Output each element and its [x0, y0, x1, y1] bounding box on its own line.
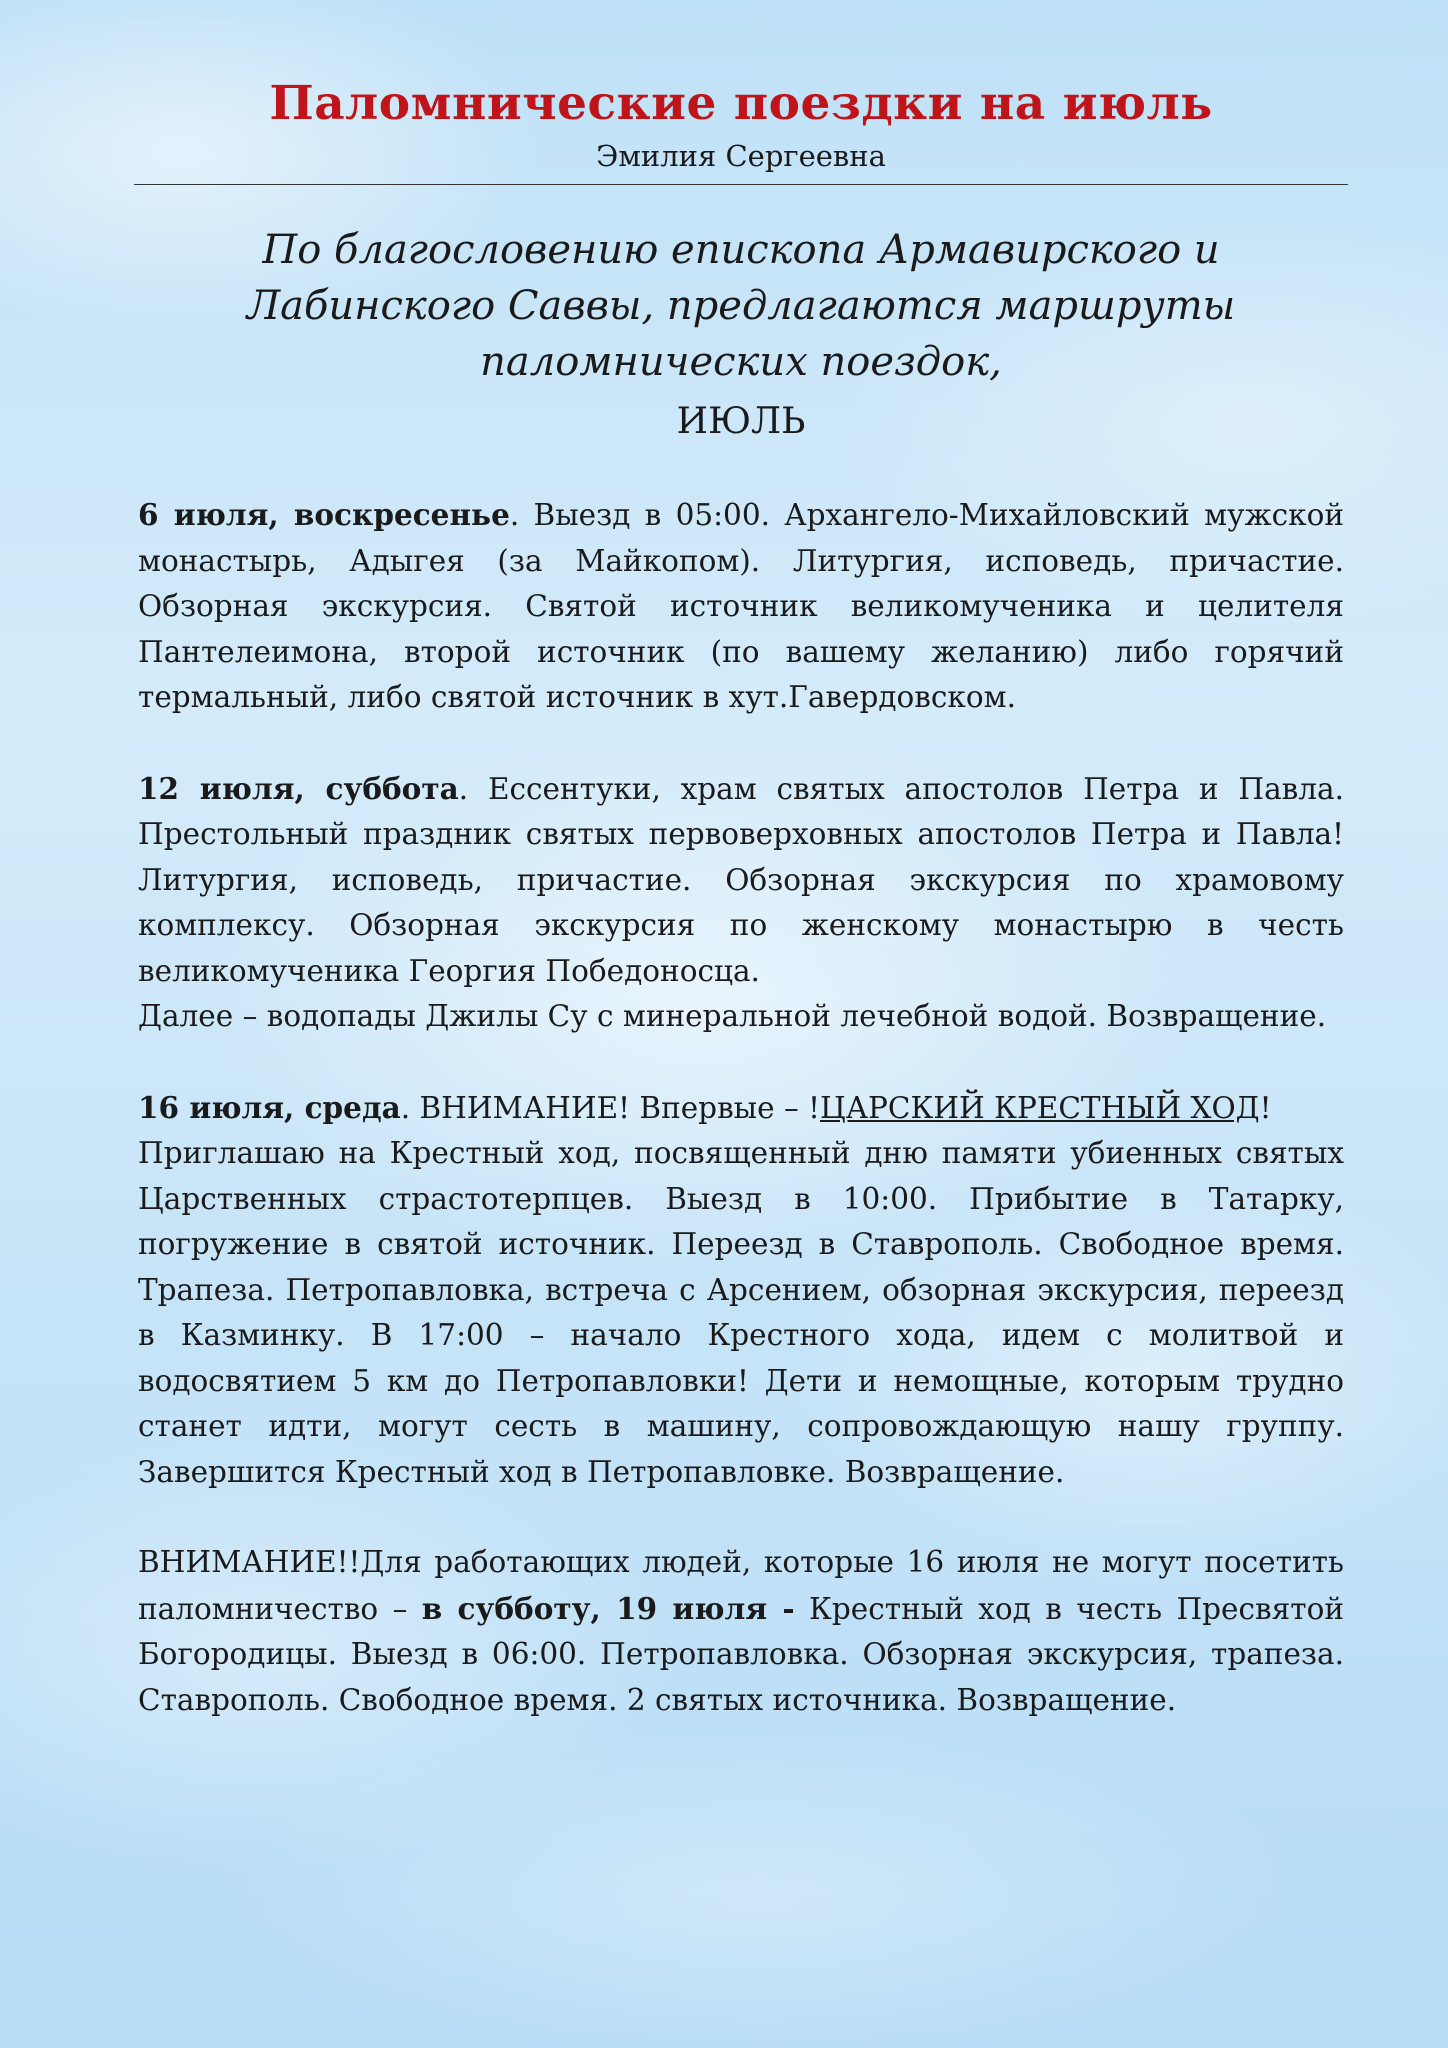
intro-text: По благословению епископа Армавирского и Лабинского Саввы, предлагаются маршруты паломнических поездок, — [246, 227, 1236, 385]
trip-highlight-end: ! — [1259, 1090, 1272, 1125]
trip-description: Приглашаю на Крестный ход, посвященный дню памяти убиенных святых Царственных страстотерпцев. Выезд в 10:00. Прибытие в Татарку, погружение в святой источник. Переезд в Ставрополь. Свободное время. Трапеза. Петропавловка, встреча с Арсением, обзорная экскурсия, переезд в Казминку. В 17:00 – начало Крестного хода, идем с молитвой и водосвятием 5 км до Петропавловки! Дети и немощные, которым трудно станет идти, могут сесть в машину, сопровождающую нашу группу. Завершится Крестный ход в Петропавловке. Возвращение. — [138, 1136, 1344, 1489]
notice-item — [138, 1540, 1344, 1723]
trip-item — [138, 492, 1344, 721]
document-title: Паломнические поездки на июль — [269, 76, 1213, 131]
trip-description: . Ессентуки, храм святых апостолов Петра и Павла. Престольный праздник святых первоверховных апостолов Петра и Павла! Литургия, исповедь, причастие. Обзорная экскурсия по храмовому комплексу. Обзорная экскурсия по женскому монастырю в честь великомученика Георгия Победоносца. — [138, 771, 1344, 988]
trip-date: 12 июля, суббота — [138, 770, 459, 806]
notice-date: в субботу, 19 июля - — [421, 1590, 795, 1626]
trip-description: . Выезд в 05:00. Архангело-Михайловский мужской монастырь, Адыгея (за Майкопом). Литургия, исповедь, причастие. Обзорная экскурсия. Святой источник великомученика и целителя Пантелеимона, второй источник (по вашему желанию) либо горячий термальный, либо святой источник в хут.Гавердовском. — [138, 498, 1345, 714]
notice-description: Крестный ход в честь Пресвятой Богородицы. Выезд в 06:00. Петропавловка. Обзорная экскурсия, трапеза. Ставрополь. Свободное время. 2 святых источника. Возвращение. — [138, 1591, 1345, 1717]
month-heading: ИЮЛЬ — [676, 401, 806, 442]
trip-date: 16 июля, среда — [138, 1089, 401, 1125]
trip-item — [138, 1085, 1344, 1132]
trip-highlight: ЦАРСКИЙ КРЕСТНЫЙ ХОД — [819, 1090, 1260, 1125]
header-divider — [134, 184, 1348, 185]
notice-lead: ВНИМАНИЕ!!Для работающих людей, которые 16 июля не могут посетить паломничество – — [138, 1545, 1344, 1626]
trip-date: 6 июля, воскресенье — [138, 497, 510, 532]
trip-item — [138, 766, 1344, 995]
trip-list — [138, 492, 1344, 1723]
trip-lead: . ВНИМАНИЕ! Впервые – ! — [400, 1090, 820, 1125]
document-header — [134, 72, 1348, 176]
trip-extra: Далее – водопады Джилы Су с минеральной лечебной водой. Возвращение. — [138, 999, 1327, 1033]
document-author: Эмилия Сергеевна — [596, 139, 886, 173]
